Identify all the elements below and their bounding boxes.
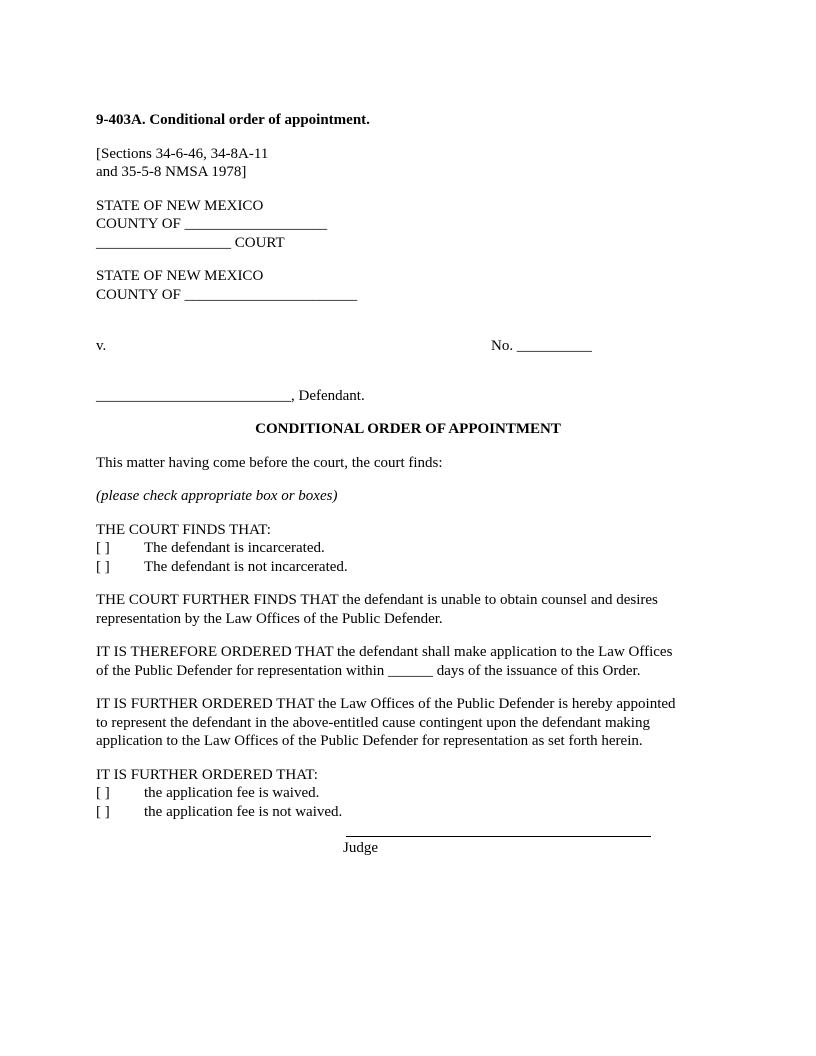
statute-citation-line-2: and 35-5-8 NMSA 1978] bbox=[96, 164, 247, 180]
therefore-ordered-paragraph bbox=[96, 643, 720, 680]
party-caption bbox=[96, 267, 720, 304]
finding-option-label: The defendant is not incarcerated. bbox=[144, 558, 348, 575]
paragraph-line: to represent the defendant in the above-entitled cause contingent upon the defendant making bbox=[96, 714, 650, 731]
finding-option-incarcerated[interactable] bbox=[96, 539, 720, 558]
versus-label: v. bbox=[96, 338, 107, 354]
checkbox[interactable]: [ ] bbox=[96, 540, 110, 556]
checkbox[interactable]: [ ] bbox=[96, 785, 110, 801]
fee-option-label: the application fee is not waived. bbox=[144, 803, 343, 820]
signature-block bbox=[96, 821, 720, 861]
fee-option-label: the application fee is waived. bbox=[144, 785, 320, 801]
signature-line[interactable] bbox=[346, 836, 651, 837]
finding-option-label: The defendant is incarcerated. bbox=[144, 540, 325, 556]
further-finds-paragraph bbox=[96, 591, 720, 628]
instruction-text: (please check appropriate box or boxes) bbox=[96, 488, 338, 504]
defendant-field: __________________________, Defendant. bbox=[96, 387, 365, 404]
finding-option-not-incarcerated[interactable] bbox=[96, 558, 720, 577]
fee-heading: IT IS FURTHER ORDERED THAT: bbox=[96, 766, 318, 783]
court-caption bbox=[96, 197, 720, 253]
fee-option-waived[interactable] bbox=[96, 784, 720, 803]
intro-text: This matter having come before the court, the court finds: bbox=[96, 454, 443, 471]
court-county-field: COUNTY OF ___________________ bbox=[96, 216, 328, 232]
fee-section bbox=[96, 766, 720, 822]
document-page bbox=[96, 111, 720, 861]
statute-citation-line-1: [Sections 34-6-46, 34-8A-11 bbox=[96, 145, 269, 162]
order-heading: CONDITIONAL ORDER OF APPOINTMENT bbox=[255, 421, 561, 437]
checkbox[interactable]: [ ] bbox=[96, 558, 110, 575]
case-number-field: No. __________ bbox=[491, 338, 592, 354]
paragraph-line: IT IS THEREFORE ORDERED THAT the defendant shall make application to the Law Offices bbox=[96, 644, 673, 660]
appointment-paragraph bbox=[96, 695, 720, 751]
paragraph-line: of the Public Defender for representation within ______ days of the issuance of this Order. bbox=[96, 662, 641, 679]
signature-label: Judge bbox=[343, 840, 378, 856]
court-name-field: __________________ COURT bbox=[96, 234, 285, 251]
checkbox[interactable]: [ ] bbox=[96, 803, 110, 820]
findings-heading: THE COURT FINDS THAT: bbox=[96, 521, 271, 538]
paragraph-line: IT IS FURTHER ORDERED THAT the Law Offices of the Public Defender is hereby appointed bbox=[96, 696, 676, 712]
statute-citation bbox=[96, 145, 720, 182]
paragraph-line: representation by the Law Offices of the Public Defender. bbox=[96, 610, 443, 627]
paragraph-line: application to the Law Offices of the Public Defender for representation as set forth herein. bbox=[96, 733, 643, 749]
rule-title: 9-403A. Conditional order of appointment. bbox=[96, 112, 370, 128]
versus-row bbox=[96, 337, 720, 356]
court-state: STATE OF NEW MEXICO bbox=[96, 197, 264, 214]
findings-section bbox=[96, 521, 720, 577]
party-county-field: COUNTY OF _______________________ bbox=[96, 286, 358, 303]
party-state: STATE OF NEW MEXICO bbox=[96, 268, 264, 284]
fee-option-not-waived[interactable] bbox=[96, 803, 720, 822]
paragraph-line: THE COURT FURTHER FINDS THAT the defendant is unable to obtain counsel and desires bbox=[96, 592, 658, 608]
